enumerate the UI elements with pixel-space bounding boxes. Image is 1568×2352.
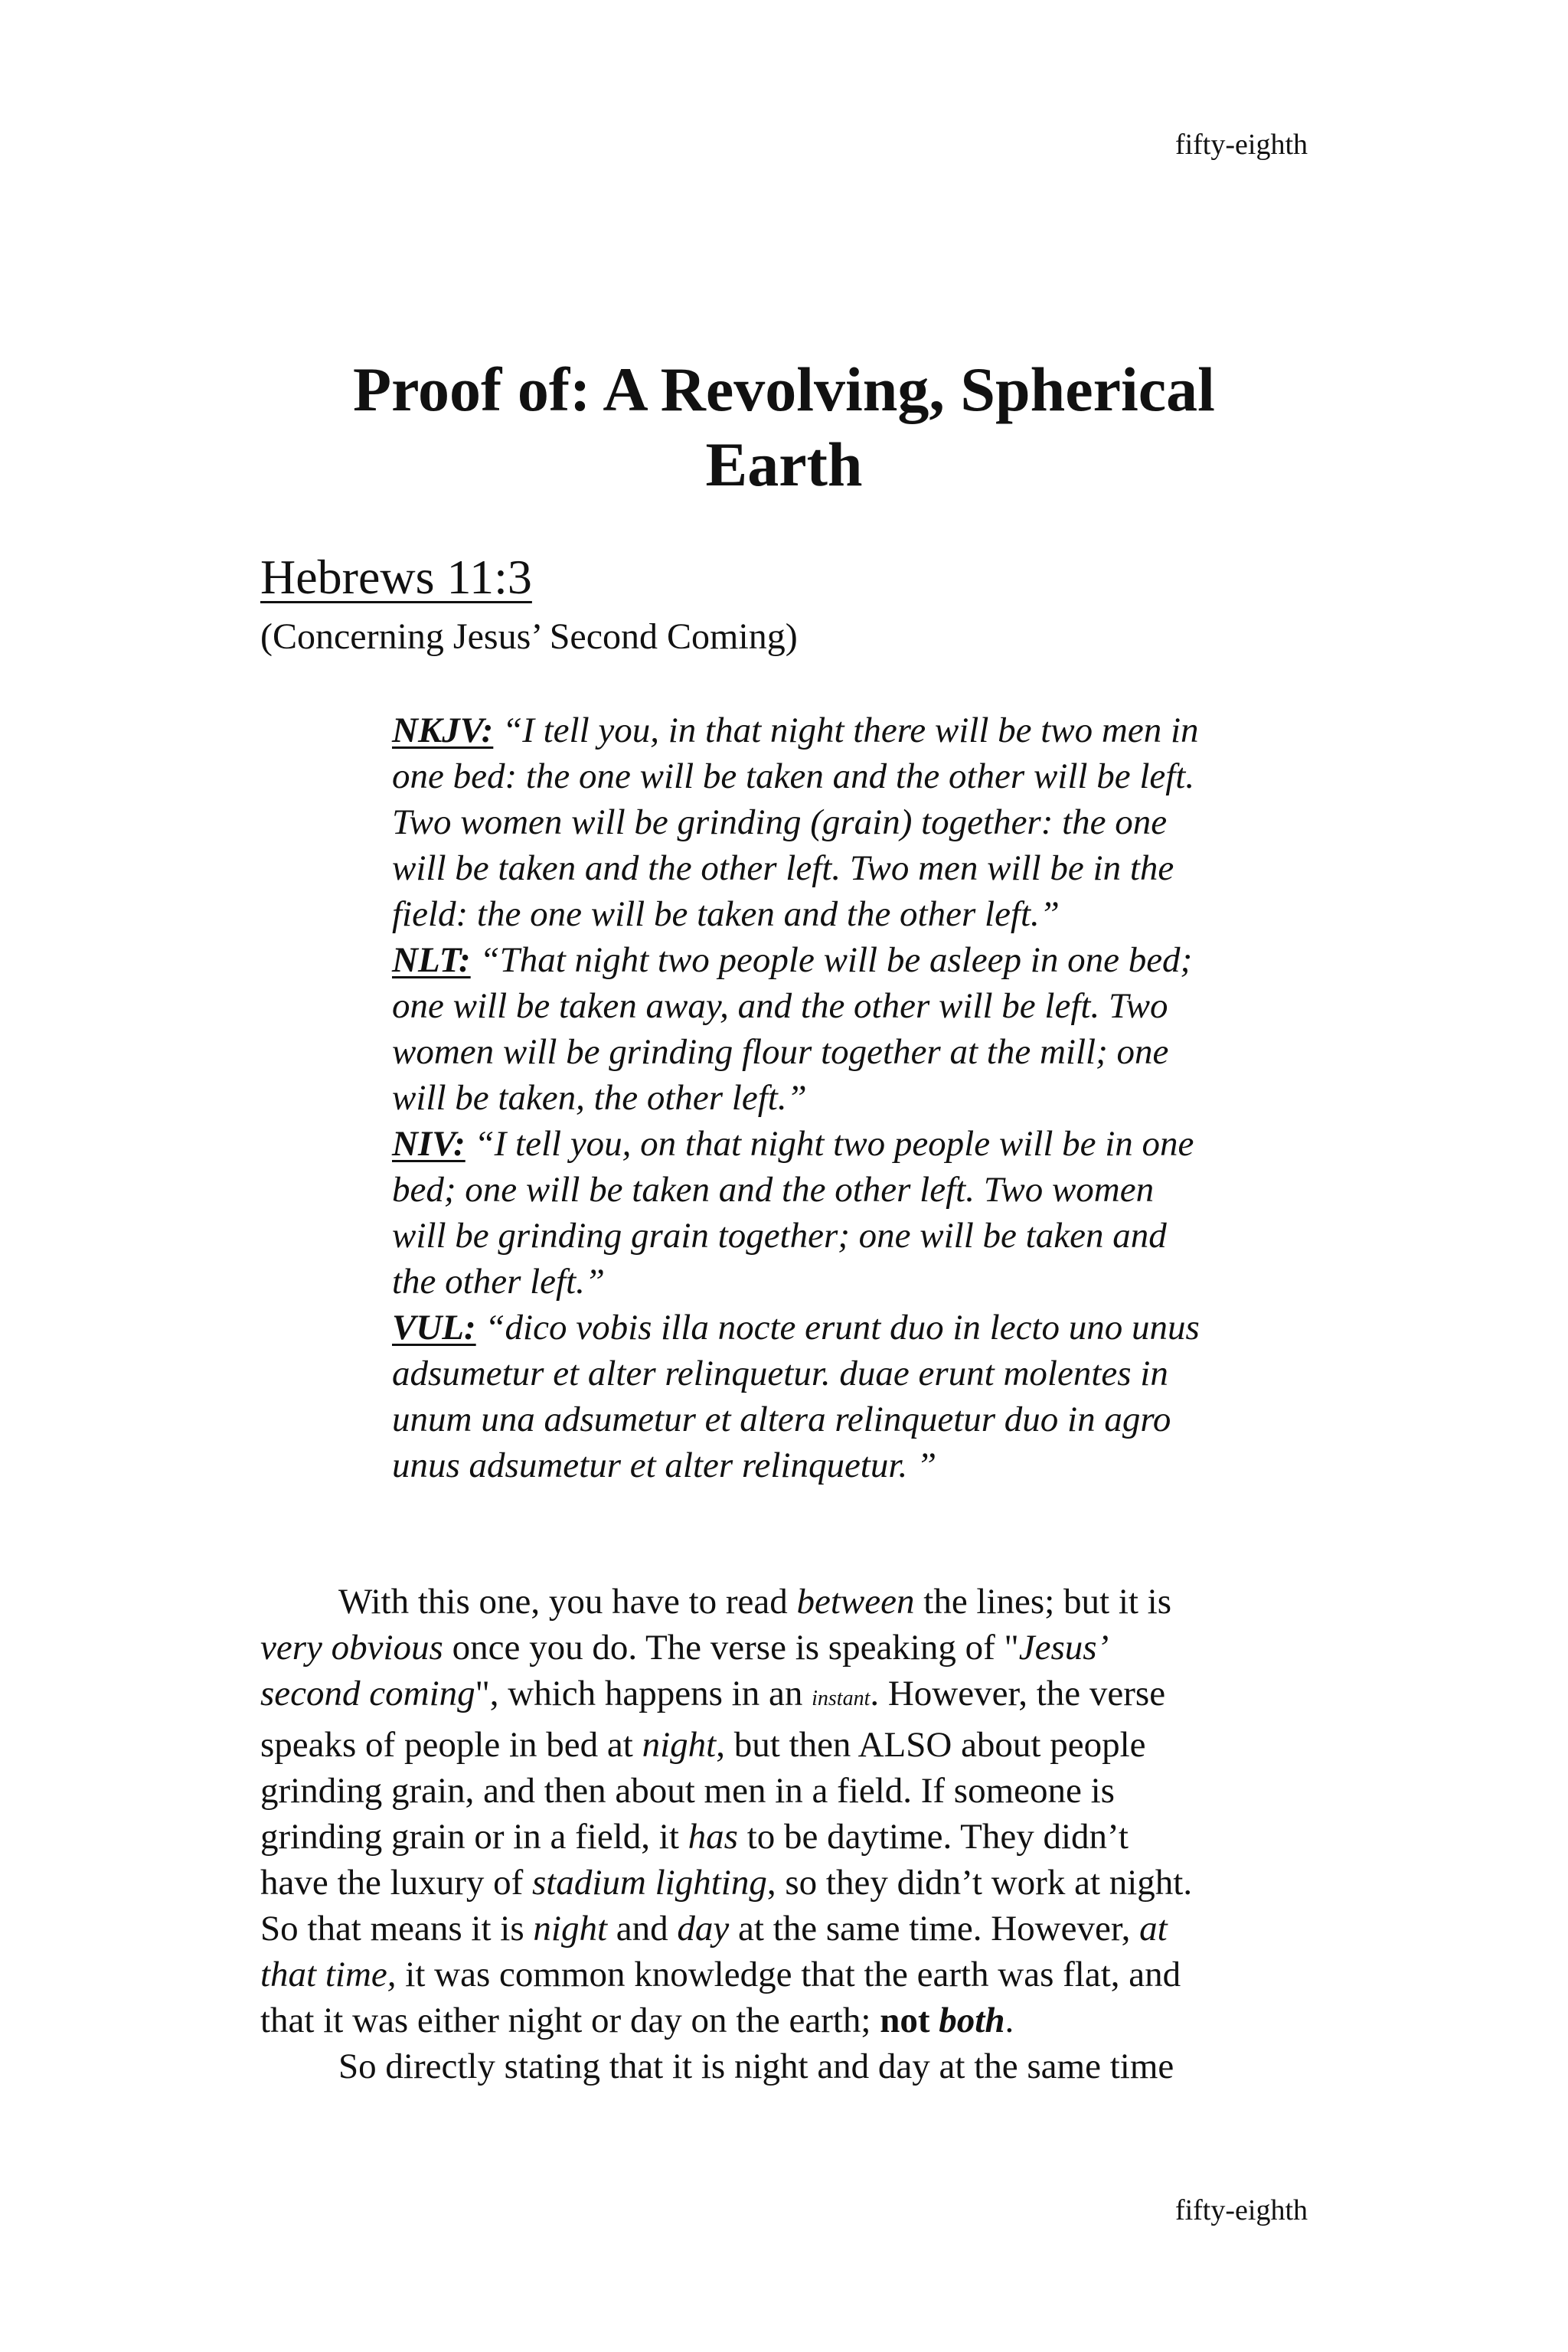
quote-line: unus adsumetur et alter relinquetur. ”: [392, 1446, 937, 1485]
quote-line: will be taken and the other left. Two men will be in the: [392, 848, 1174, 888]
body-line: grinding grain, and then about men in a field. If someone is: [260, 1771, 1115, 1811]
body-line: grinding grain or in a field, it has to be daytime. They didn’t: [260, 1817, 1129, 1857]
quote-line: Two women will be grinding (grain) together: the one: [392, 802, 1168, 842]
quote-line: [392, 1121, 1311, 1167]
page-title: [260, 352, 1308, 502]
quote-text: “That night two people will be asleep in one bed;: [470, 940, 1193, 980]
quote-line: the other left.”: [392, 1262, 606, 1302]
version-label: NIV:: [392, 1124, 466, 1164]
quote-text: “dico vobis illa nocte erunt duo in lecto uno unus: [475, 1308, 1200, 1348]
quote-text: “I tell you, in that night there will be two men in: [493, 710, 1199, 750]
body-line: speaks of people in bed at night, but then ALSO about people: [260, 1725, 1146, 1765]
body-line: So directly stating that it is night and day at the same time: [338, 2047, 1174, 2086]
quote-line: women will be grinding flour together at the mill; one: [392, 1032, 1169, 1072]
quote-line: adsumetur et alter relinquetur. duae erunt molentes in: [392, 1354, 1168, 1393]
quote-line: will be grinding grain together; one will be taken and: [392, 1216, 1167, 1256]
page-number-footer: fifty-eighth: [1174, 2194, 1308, 2226]
quote-line: [392, 1305, 1311, 1351]
body-paragraph: [260, 1579, 1309, 2089]
quote-nlt: [392, 937, 1311, 1121]
version-label: VUL:: [392, 1308, 476, 1348]
quote-line: unum una adsumetur et altera relinquetur duo in agro: [392, 1400, 1171, 1439]
body-line: So that means it is night and day at the same time. However, at: [260, 1909, 1168, 1949]
body-line: that it was either night or day on the earth; not both.: [260, 2001, 1014, 2040]
version-label: NKJV:: [392, 710, 494, 750]
page-title-line-2: Earth: [705, 430, 863, 499]
body-line: that time, it was common knowledge that the earth was flat, and: [260, 1955, 1181, 1994]
quote-line: one will be taken away, and the other will be left. Two: [392, 986, 1168, 1026]
body-line: have the luxury of stadium lighting, so they didn’t work at night.: [260, 1863, 1193, 1903]
section-subheading: (Concerning Jesus’ Second Coming): [260, 616, 798, 657]
quote-line: field: the one will be taken and the other left.”: [392, 894, 1060, 934]
section-heading: Hebrews 11:3: [260, 550, 532, 604]
body-line: second coming", which happens in an instant. However, the verse: [260, 1674, 1166, 1713]
quote-text: “I tell you, on that night two people will be in one: [465, 1124, 1194, 1164]
version-label: NLT:: [392, 940, 471, 980]
quote-line: [392, 707, 1311, 753]
body-line: very obvious once you do. The verse is speaking of "Jesus’: [260, 1628, 1109, 1668]
body-line: With this one, you have to read between the lines; but it is: [338, 1582, 1172, 1622]
quote-nkjv: [392, 707, 1311, 937]
quote-line: will be taken, the other left.”: [392, 1078, 807, 1118]
page-number-header: fifty-eighth: [1174, 129, 1308, 161]
quote-niv: [392, 1121, 1311, 1305]
quote-line: one bed: the one will be taken and the other will be left.: [392, 756, 1195, 796]
quote-vul: [392, 1305, 1311, 1488]
page-title-line-1: Proof of: A Revolving, Spherical: [353, 354, 1215, 424]
scripture-quotes: [392, 707, 1311, 1488]
quote-line: bed; one will be taken and the other left. Two women: [392, 1170, 1155, 1210]
quote-line: [392, 937, 1311, 983]
